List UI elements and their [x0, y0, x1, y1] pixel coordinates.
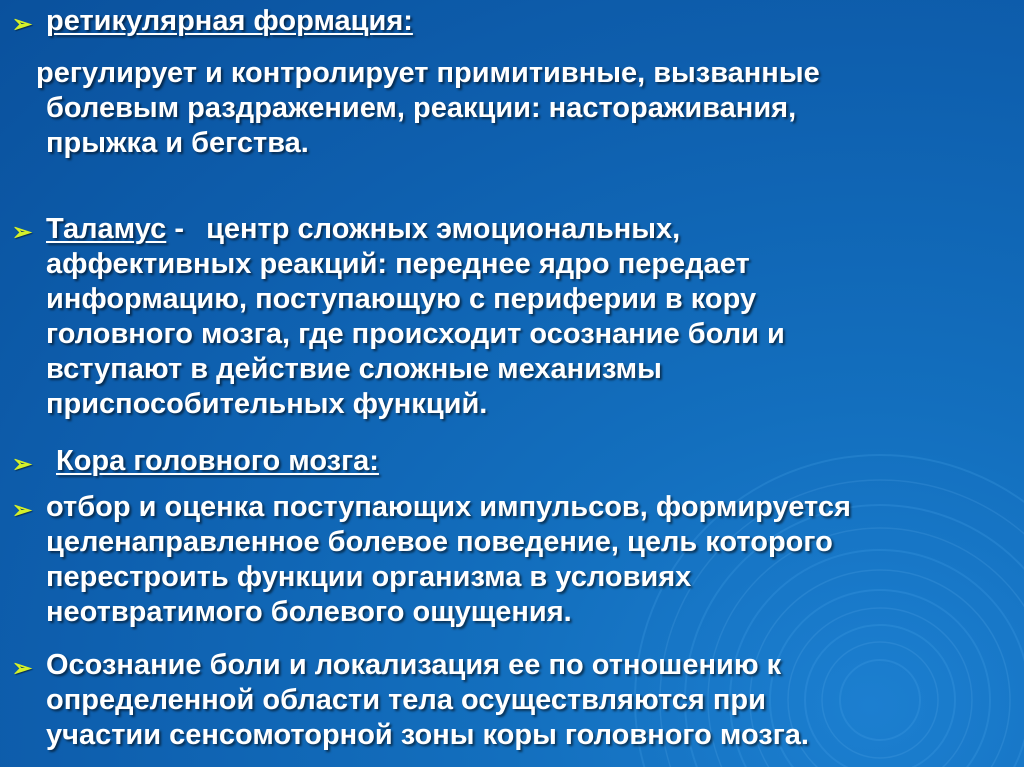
text-line: информацию, поступающую с периферии в кору: [46, 283, 757, 315]
arrow-bullet-icon: ➢: [12, 497, 33, 524]
text-line: головного мозга, где происходит осознание боли и: [46, 318, 785, 350]
cortex-heading: Кора головного мозга:: [56, 445, 379, 477]
text-line: определенной области тела осуществляются при: [46, 684, 766, 716]
arrow-bullet-icon: ➢: [12, 219, 33, 246]
bullet-thalamus: [12, 212, 1006, 422]
text-line: центр сложных эмоциональных,: [206, 213, 681, 245]
text-line: приспособительных функций.: [46, 388, 488, 420]
text-line: неотвратимого болевого ощущения.: [46, 596, 572, 628]
thalamus-heading: Таламус: [46, 213, 167, 245]
text-line: болевым раздражением, реакции: настораживания,: [46, 92, 797, 124]
text-line: Осознание боли и локализация ее по отношению к: [46, 649, 782, 681]
bullet-pain-awareness: [12, 648, 1006, 753]
text-line: аффективных реакций: переднее ядро передает: [46, 248, 750, 280]
text-line: регулирует и контролирует примитивные, вызванные: [36, 57, 820, 89]
bullet-reticular-formation: [12, 4, 1006, 39]
reticular-formation-heading: ретикулярная формация:: [46, 5, 413, 37]
reticular-formation-text: [36, 56, 996, 161]
text-line: вступают в действие сложные механизмы: [46, 353, 662, 385]
text-line: участии сенсомоторной зоны коры головного мозга.: [46, 719, 809, 751]
arrow-bullet-icon: ➢: [12, 655, 33, 682]
arrow-bullet-icon: ➢: [12, 11, 33, 38]
bullet-pain-behavior: [12, 490, 1006, 630]
text-line: отбор и оценка поступающих импульсов, формируется: [46, 491, 851, 523]
text-line: перестроить функции организма в условиях: [46, 561, 692, 593]
arrow-bullet-icon: ➢: [12, 451, 33, 478]
thalamus-dash: -: [174, 213, 185, 245]
text-line: прыжка и бегства.: [46, 127, 309, 159]
text-line: целенаправленное болевое поведение, цель которого: [46, 526, 833, 558]
bullet-cortex: [12, 444, 1006, 479]
